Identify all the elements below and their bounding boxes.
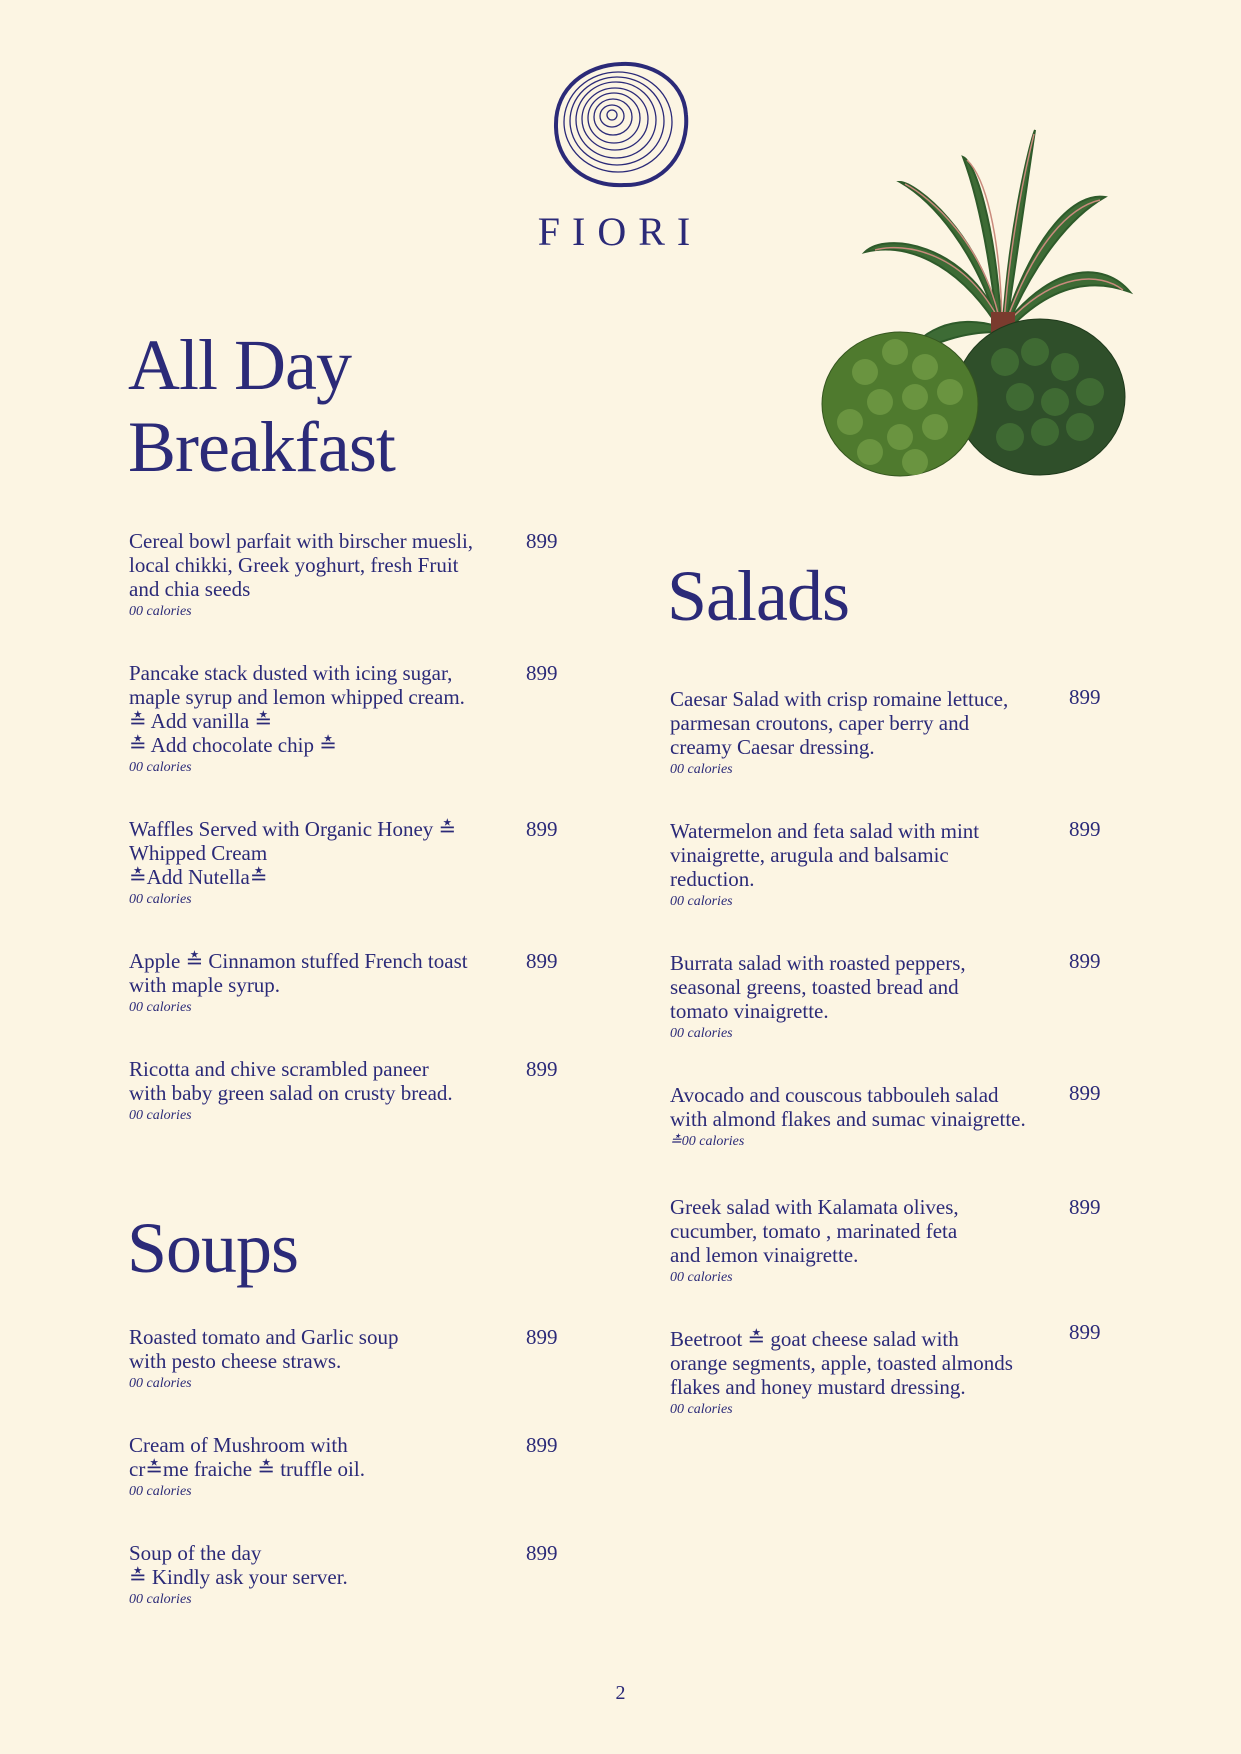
soup-item	[129, 1325, 509, 1393]
item-line: Pancake stack dusted with icing sugar,	[129, 661, 453, 685]
item-line: Greek salad with Kalamata olives,	[670, 1195, 959, 1219]
salad-item	[670, 819, 1050, 911]
item-line: Burrata salad with roasted peppers,	[670, 951, 966, 975]
item-calories: 00 calories	[129, 1376, 192, 1391]
item-line: Roasted tomato and Garlic soup	[129, 1325, 399, 1349]
item-line: ≛ Add chocolate chip ≛	[129, 733, 337, 757]
palm-and-shrubs-illustration-icon	[805, 122, 1135, 482]
item-line: orange segments, apple, toasted almonds	[670, 1351, 1013, 1375]
item-line: with baby green salad on crusty bread.	[129, 1081, 453, 1105]
item-price: 899	[1069, 1320, 1101, 1344]
item-calories: 00 calories	[129, 1108, 192, 1123]
breakfast-item	[129, 661, 509, 777]
salad-item	[670, 951, 1050, 1043]
item-line: Avocado and couscous tabbouleh salad	[670, 1083, 999, 1107]
item-line: and chia seeds	[129, 577, 251, 601]
item-line: ≛ Kindly ask your server.	[129, 1565, 348, 1589]
item-calories: ≛00 calories	[670, 1134, 745, 1149]
item-line: Watermelon and feta salad with mint	[670, 819, 980, 843]
soup-item	[129, 1433, 509, 1501]
item-line: Whipped Cream	[129, 841, 268, 865]
brand-name: FIORI	[537, 209, 703, 254]
item-price: 899	[526, 1541, 558, 1565]
item-price: 899	[526, 1433, 558, 1457]
breakfast-item	[129, 817, 509, 909]
salad-item	[670, 1195, 1050, 1287]
item-line: cr≛me fraiche ≛ truffle oil.	[129, 1457, 365, 1481]
item-line: creamy Caesar dressing.	[670, 735, 875, 759]
item-line: Beetroot ≛ goat cheese salad with	[670, 1327, 959, 1351]
breakfast-item	[129, 1057, 509, 1125]
salad-item	[670, 687, 1050, 779]
item-line: vinaigrette, arugula and balsamic	[670, 843, 949, 867]
item-calories: 00 calories	[670, 894, 733, 909]
page-number: 2	[615, 1682, 626, 1704]
item-price: 899	[526, 1325, 558, 1349]
tree-ring-logo-icon	[552, 60, 690, 190]
salads-section-title: Salads	[667, 556, 849, 636]
item-price: 899	[526, 1057, 558, 1081]
item-line: ≛ Add vanilla ≛	[129, 709, 273, 733]
item-price: 899	[526, 949, 558, 973]
item-calories: 00 calories	[670, 1026, 733, 1041]
item-line: parmesan croutons, caper berry and	[670, 711, 970, 735]
salad-item	[670, 1327, 1050, 1419]
item-line: and lemon vinaigrette.	[670, 1243, 859, 1267]
item-line: Soup of the day	[129, 1541, 262, 1565]
item-price: 899	[1069, 1081, 1101, 1105]
item-line: with pesto cheese straws.	[129, 1349, 342, 1373]
item-line: cucumber, tomato , marinated feta	[670, 1219, 958, 1243]
item-calories: 00 calories	[129, 604, 192, 619]
item-calories: 00 calories	[129, 1592, 192, 1607]
item-line: Cream of Mushroom with	[129, 1433, 348, 1457]
item-line: Ricotta and chive scrambled paneer	[129, 1057, 429, 1081]
item-line: ≛Add Nutella≛	[129, 865, 268, 889]
item-line: Caesar Salad with crisp romaine lettuce,	[670, 687, 1009, 711]
item-calories: 00 calories	[129, 760, 192, 775]
soup-item	[129, 1541, 509, 1609]
item-price: 899	[526, 661, 558, 685]
item-line: with maple syrup.	[129, 973, 281, 997]
item-line: flakes and honey mustard dressing.	[670, 1375, 966, 1399]
item-line: local chikki, Greek yoghurt, fresh Fruit	[129, 553, 459, 577]
item-calories: 00 calories	[670, 1402, 733, 1417]
item-price: 899	[1069, 949, 1101, 973]
item-price: 899	[526, 529, 558, 553]
soups-section-title: Soups	[127, 1208, 299, 1288]
item-line: Cereal bowl parfait with birscher muesli,	[129, 529, 474, 553]
item-line: maple syrup and lemon whipped cream.	[129, 685, 465, 709]
item-line: Waffles Served with Organic Honey ≛	[129, 817, 457, 841]
breakfast-item	[129, 529, 509, 621]
breakfast-item	[129, 949, 509, 1017]
item-calories: 00 calories	[670, 1270, 733, 1285]
item-line: with almond flakes and sumac vinaigrette.	[670, 1107, 1026, 1131]
item-calories: 00 calories	[670, 762, 733, 777]
salad-item	[670, 1083, 1050, 1151]
breakfast-title-line1: All Day	[128, 325, 351, 405]
item-price: 899	[1069, 817, 1101, 841]
item-line: Apple ≛ Cinnamon stuffed French toast	[129, 949, 468, 973]
breakfast-title-line2: Breakfast	[128, 407, 395, 487]
breakfast-section-title	[128, 324, 395, 488]
item-calories: 00 calories	[129, 892, 192, 907]
item-line: tomato vinaigrette.	[670, 999, 829, 1023]
item-price: 899	[1069, 685, 1101, 709]
item-calories: 00 calories	[129, 1484, 192, 1499]
item-calories: 00 calories	[129, 1000, 192, 1015]
item-line: seasonal greens, toasted bread and	[670, 975, 959, 999]
item-price: 899	[1069, 1195, 1101, 1219]
item-line: reduction.	[670, 867, 755, 891]
item-price: 899	[526, 817, 558, 841]
